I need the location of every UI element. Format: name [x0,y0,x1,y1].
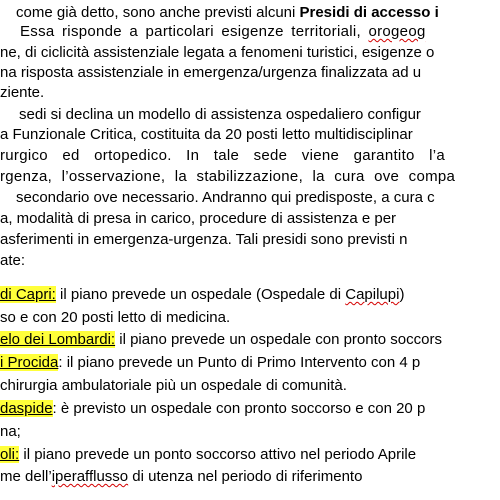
p2-line-8: ate: [0,252,26,269]
list-item-roccadaspide-line-2: na; [0,423,21,440]
highlighted-location: daspide [0,400,53,417]
p2-line-7: asferimenti in emergenza-urgenza. Tali presidi sono previsti n [0,231,408,248]
list-item-roccadaspide [0,400,425,418]
list-item-text: : è previsto un ospedale con pronto soccorso e con 20 p [52,400,426,417]
list-item-capri-line-2: so e con 20 posti letto di medicina. [0,309,231,326]
highlighted-location: elo dei Lombardi: [0,331,116,348]
p2-line-5: secondario ove necessario. Andranno qui predisposte, a cura c [16,189,435,206]
highlighted-location: oli: [0,446,20,463]
list-item-procida [0,354,420,372]
list-item-text: : il piano prevede un Punto di Primo Intervento con 4 p [58,354,421,371]
list-item-text: il piano prevede un ospedale (Ospedale di [55,286,346,303]
list-item-oli [0,446,416,464]
p2-line-1: sedi si declina un modello di assistenza ospedaliero configur [19,106,421,123]
list-item-capri [0,286,404,304]
list-item-text: il piano prevede un ospedale con pronto soccors [115,331,442,348]
p1-line-2 [20,23,426,41]
p2-line-2: a Funzionale Critica, costituita da 20 posti letto multidisciplinar [0,126,413,143]
bold-heading-fragment: Presidi di accesso i [299,4,439,21]
spellcheck-word: iperafflusso [51,468,129,485]
list-item-text-lead: me dell’ [0,468,52,485]
list-item-oli-line-2 [0,468,362,486]
highlighted-location: i Procida [0,354,59,371]
spellcheck-word: Capilupi [345,286,400,303]
p2-line-3: rurgico ed ortopedico. In tale sede viene garantito l’a [0,147,446,164]
list-item-text: di utenza nel periodo di riferimento [128,468,363,485]
highlighted-location: di Capri: [0,286,56,303]
p2-line-4: rgenza, l’osservazione, la stabilizzazione, la cura ove compa [0,168,456,185]
p2-line-6: a, modalità di presa in carico, procedure di assistenza e per [0,210,397,227]
list-item-text-tail: ) [399,286,405,303]
p1-line-2-text: Essa risponde a particolari esigenze territoriali, [20,23,369,40]
p1-line-3: ne, di ciclicità assistenziale legata a fenomeni turistici, esigenze o [0,44,435,61]
list-item-lombardi [0,331,442,349]
list-item-procida-line-2: chirurgia ambulatoriale più un ospedale di comunità. [0,377,347,394]
p1-line-1 [16,4,439,22]
spellcheck-word: orogeog [368,23,426,40]
p1-line-4: na risposta assistenziale in emergenza/urgenza finalizzata ad u [0,64,422,81]
list-item-text: il piano prevede un ponto soccorso attivo nel periodo Aprile [19,446,417,463]
p1-line-1-text: come già detto, sono anche previsti alcuni [16,4,300,21]
p1-line-5: ziente. [0,84,45,101]
